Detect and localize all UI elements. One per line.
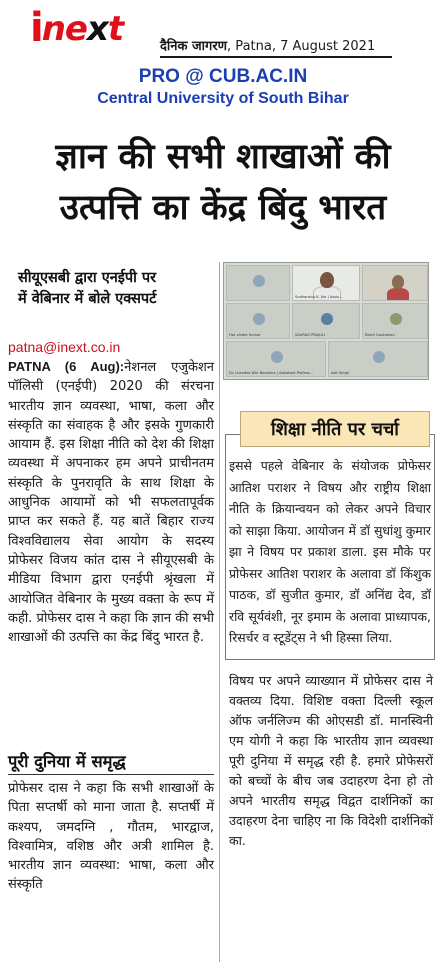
logo-letters-ne: ne xyxy=(41,9,87,49)
participant-head xyxy=(392,275,404,289)
avatar xyxy=(253,313,265,325)
headline-line-2: उत्पत्ति का केंद्र बिंदु भारत xyxy=(59,187,387,228)
tile-caption: Rashi Gautaman xyxy=(365,333,395,337)
article-dateline: PATNA (6 Aug): xyxy=(8,359,125,374)
sidebar-box-tag xyxy=(240,411,430,447)
section-rule xyxy=(8,774,214,775)
tile-caption: Asit Singh xyxy=(331,371,349,375)
logo-letter-t: t xyxy=(107,9,124,49)
reporter-email[interactable]: patna@inext.co.in xyxy=(8,339,121,355)
avatar xyxy=(321,313,333,325)
video-tile xyxy=(292,303,360,339)
masthead-rule xyxy=(160,56,392,58)
avatar xyxy=(253,275,265,287)
article-paragraph-2: प्रोफेसर दास ने कहा कि सभी शाखाओं के पिता सप्तर्षी को माना जाता है. सप्तर्षी में कश्यप, जमदग्नि , गौतम, भारद्वाज, विश्वामित्र, वशिष्ठ और अत्री शामिल है. भारतीय ज्ञान व्यवस्था: भाषा, कला और संस्कृति xyxy=(8,781,214,893)
tile-caption: SAURAG PRAJULI xyxy=(295,333,325,337)
video-tile xyxy=(226,303,290,339)
paper-name: दैनिक जागरण xyxy=(160,39,228,54)
tile-caption: Sudhanshu K. Jha | Assis... xyxy=(295,295,343,299)
headline-line-1: ज्ञान की सभी शाखाओं की xyxy=(55,136,391,177)
video-tile-speaker xyxy=(292,265,360,301)
webinar-photo xyxy=(223,262,429,380)
avatar xyxy=(373,351,385,363)
logo-letter-i: i xyxy=(30,5,42,51)
pro-email: PRO @ CUB.AC.IN xyxy=(138,66,308,87)
dateline-text: , Patna, 7 August 2021 xyxy=(227,39,376,54)
subhead xyxy=(18,268,216,310)
headline xyxy=(6,131,440,233)
video-tile xyxy=(328,341,428,377)
logo-letter-x: x xyxy=(86,9,108,49)
tile-caption: Dr. Lhendes Wiri Neohena | Assistant Profess... xyxy=(229,371,313,375)
video-tile xyxy=(362,265,428,301)
avatar xyxy=(271,351,283,363)
university-name: Central University of South Bihar xyxy=(97,90,349,107)
sidebar-box-title: शिक्षा नीति पर चर्चा xyxy=(271,419,399,440)
masthead xyxy=(0,0,446,62)
participant-body xyxy=(387,288,409,301)
tile-caption: Har vinder Kumar xyxy=(229,333,261,337)
section-heading: पूरी दुनिया में समृद्ध xyxy=(8,752,126,771)
article-paragraph-1: नेशनल एजुकेशन पॉलिसी (एनईपी) 2020 की संरचना भारतीय ज्ञान व्यवस्था, भाषा, कला और संस्कृति का संवाहक है और इसके गुणकारी आयाम हैं. इस शिक्षा नीति को देश की शिक्षा व्यवस्था में अपनाकर हम अपने प्राचीनतम संस्कृति के पुनरावृति के साथ शिक्षा के आधुनिक आयामों को भी सफलतापूर्वक प्राप्त कर सकते हैं. यह बातें बिहार राज्य विश्वविद्यालय सेवा आयोग के सदस्य प्रोफेसर विजय कांत दास ने सीयूएसबी के मीडिया विभाग द्वारा एनईपी श्रृंखला में आयोजित वेबिनार के मुख्य वक्ता के रूप में कही. प्रोफेसर दास ने कहा कि ज्ञान की सभी शाखाओं की उत्पत्ति का केंद्र बिंदु भारत है. xyxy=(8,360,215,646)
dateline xyxy=(160,36,375,54)
video-tile xyxy=(226,265,290,301)
sidebar-box-text: इससे पहले वेबिनार के संयोजक प्रोफेसर आतिश पराशर ने विषय और राष्ट्रीय शिक्षा नीति के क्रियान्वयन को लेकर अपने विचार को साझा किया. आयोजन में डॉ सुधांशु कुमार झा ने विषय पर प्रकाश डाला. इस मौके पर प्रोफेसर आतिश पराशर के अलावा डॉ किंशुक पाठक, डॉ सुजीत कुमार, डॉ अनिंद्य देव, डॉ रवि सूर्यवंशी, नूर इमाम के अलावा प्राध्यापक, रिसर्चर व स्टूडेंट्स ने भी हिस्सा लिया. xyxy=(229,458,431,645)
video-tile xyxy=(362,303,428,339)
avatar xyxy=(390,313,402,325)
speaker-head xyxy=(320,272,334,288)
column-divider xyxy=(219,262,220,962)
article-body-1 xyxy=(8,357,214,647)
video-tile xyxy=(226,341,326,377)
inext-logo xyxy=(30,5,124,51)
article-paragraph-3: विषय पर अपने व्याख्यान में प्रोफेसर दास ने वक्तव्य दिया. विशिष्ट वक्ता दिल्ली स्कूल ऑफ जर्नलिज्म की ओएसडी डॉ. मानस्विनी एम योगी ने कहा कि भारतीय ज्ञान व्यवस्था पूरी दुनिया में समृद्ध रही है. हमारे प्रोफेसरों को बच्चों के बीच जब उदाहरण देना हो तो अपने भारतीय समृद्ध विद्वत दार्शनिकों का उदाहरण देना चाहिए ना कि विदेशी दार्शनिकों का. xyxy=(229,673,433,848)
subhead-line-2: में वेबिनार में बोले एक्सपर्ट xyxy=(18,291,157,307)
subhead-line-1: सीयूएसबी द्वारा एनईपी पर xyxy=(18,270,157,286)
